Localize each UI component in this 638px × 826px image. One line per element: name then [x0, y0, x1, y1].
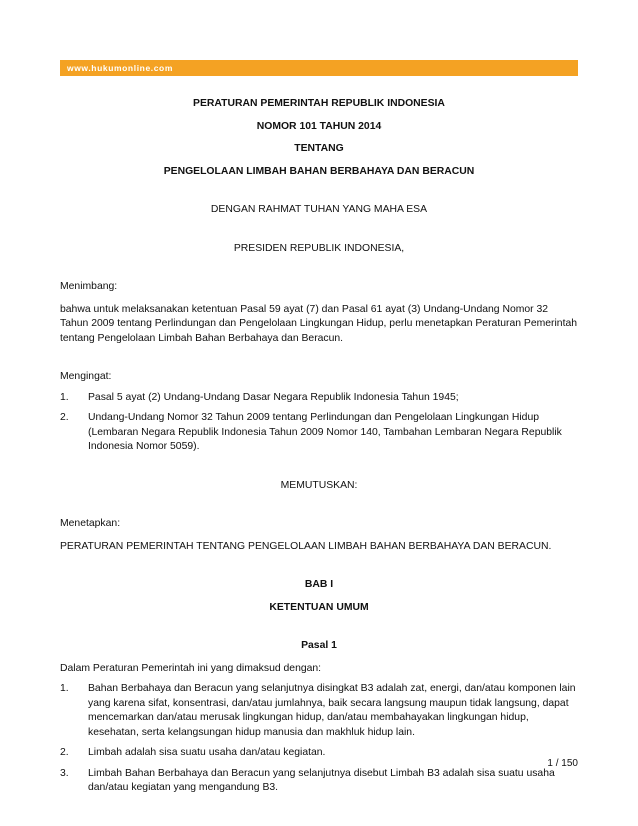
bab-title: BAB I: [304, 579, 334, 590]
title-line-2: NOMOR 101 TAHUN 2014: [256, 120, 382, 132]
mengingat-label: Mengingat:: [60, 371, 112, 382]
site-banner: [60, 60, 578, 76]
list-text: Limbah adalah sisa suatu usaha dan/atau kegiatan.: [88, 747, 326, 758]
list-item: [60, 391, 578, 406]
list-item: [60, 746, 578, 761]
title-line-1: PERATURAN PEMERINTAH REPUBLIK INDONESIA: [193, 98, 445, 109]
page-number: 1 / 150: [547, 758, 578, 769]
bab-subtitle: KETENTUAN UMUM: [269, 601, 369, 613]
list-number: 2.: [60, 412, 69, 423]
title-line-3: TENTANG: [294, 143, 344, 154]
list-number: 1.: [60, 391, 69, 403]
list-number: 2.: [60, 747, 69, 758]
menetapkan-label: Menetapkan:: [60, 518, 121, 529]
list-text: Undang-Undang Nomor 32 Tahun 2009 tentang Perlindungan dan Pengelolaan Lingkungan Hidup (Lembaran Negara Republik Indonesia Tahun 2009 Nomor 140, Tambahan Lembaran Negara Republik Indonesia Nomor 5059).: [88, 412, 562, 452]
list-number: 3.: [60, 767, 69, 779]
list-item: [60, 411, 578, 455]
menimbang-text: bahwa untuk melaksanakan ketentuan Pasal 59 ayat (7) dan Pasal 61 ayat (3) Undang-Undang Nomor 32 Tahun 2009 tentang Perlindungan dan Pengelolaan Lingkungan Hidup, perlu menetapkan Peraturan Pemerintah tentang Pengelolaan Limbah Bahan Berbahaya dan Beracun.: [60, 303, 578, 344]
list-text: Bahan Berbahaya dan Beracun yang selanjutnya disingkat B3 adalah zat, energi, dan/atau komponen lain yang karena sifat, konsentrasi, dan/atau jumlahnya, baik secara langsung maupun tidak langsung, dapat mencemarkan dan/atau merusak lingkungan hidup, dan/atau membahayakan lingkungan hidup, kesehatan, serta kelangsungan hidup manusia dan makhluk hidup lain.: [88, 683, 576, 738]
list-text: Limbah Bahan Berbahaya dan Beracun yang selanjutnya disebut Limbah B3 adalah sisa suatu usaha dan/atau kegiatan yang mengandung B3.: [88, 767, 555, 793]
president-heading: PRESIDEN REPUBLIK INDONESIA,: [233, 242, 405, 254]
memutuskan-heading: MEMUTUSKAN:: [280, 479, 358, 491]
list-text: Pasal 5 ayat (2) Undang-Undang Dasar Negara Republik Indonesia Tahun 1945;: [88, 391, 459, 403]
pasal-intro: Dalam Peraturan Pemerintah ini yang dimaksud dengan:: [60, 662, 322, 674]
pasal-title: Pasal 1: [301, 640, 337, 651]
site-url[interactable]: www.hukumonline.com: [67, 63, 174, 73]
menimbang-label: Menimbang:: [60, 281, 118, 292]
menetapkan-text: PERATURAN PEMERINTAH TENTANG PENGELOLAAN LIMBAH BAHAN BERBAHAYA DAN BERACUN.: [60, 540, 552, 552]
list-item: [60, 682, 578, 740]
title-line-4: PENGELOLAAN LIMBAH BAHAN BERBAHAYA DAN BERACUN: [163, 165, 475, 177]
document-body: [60, 97, 578, 796]
invocation: DENGAN RAHMAT TUHAN YANG MAHA ESA: [210, 204, 428, 215]
list-number: 1.: [60, 683, 69, 694]
list-item: [60, 767, 578, 796]
